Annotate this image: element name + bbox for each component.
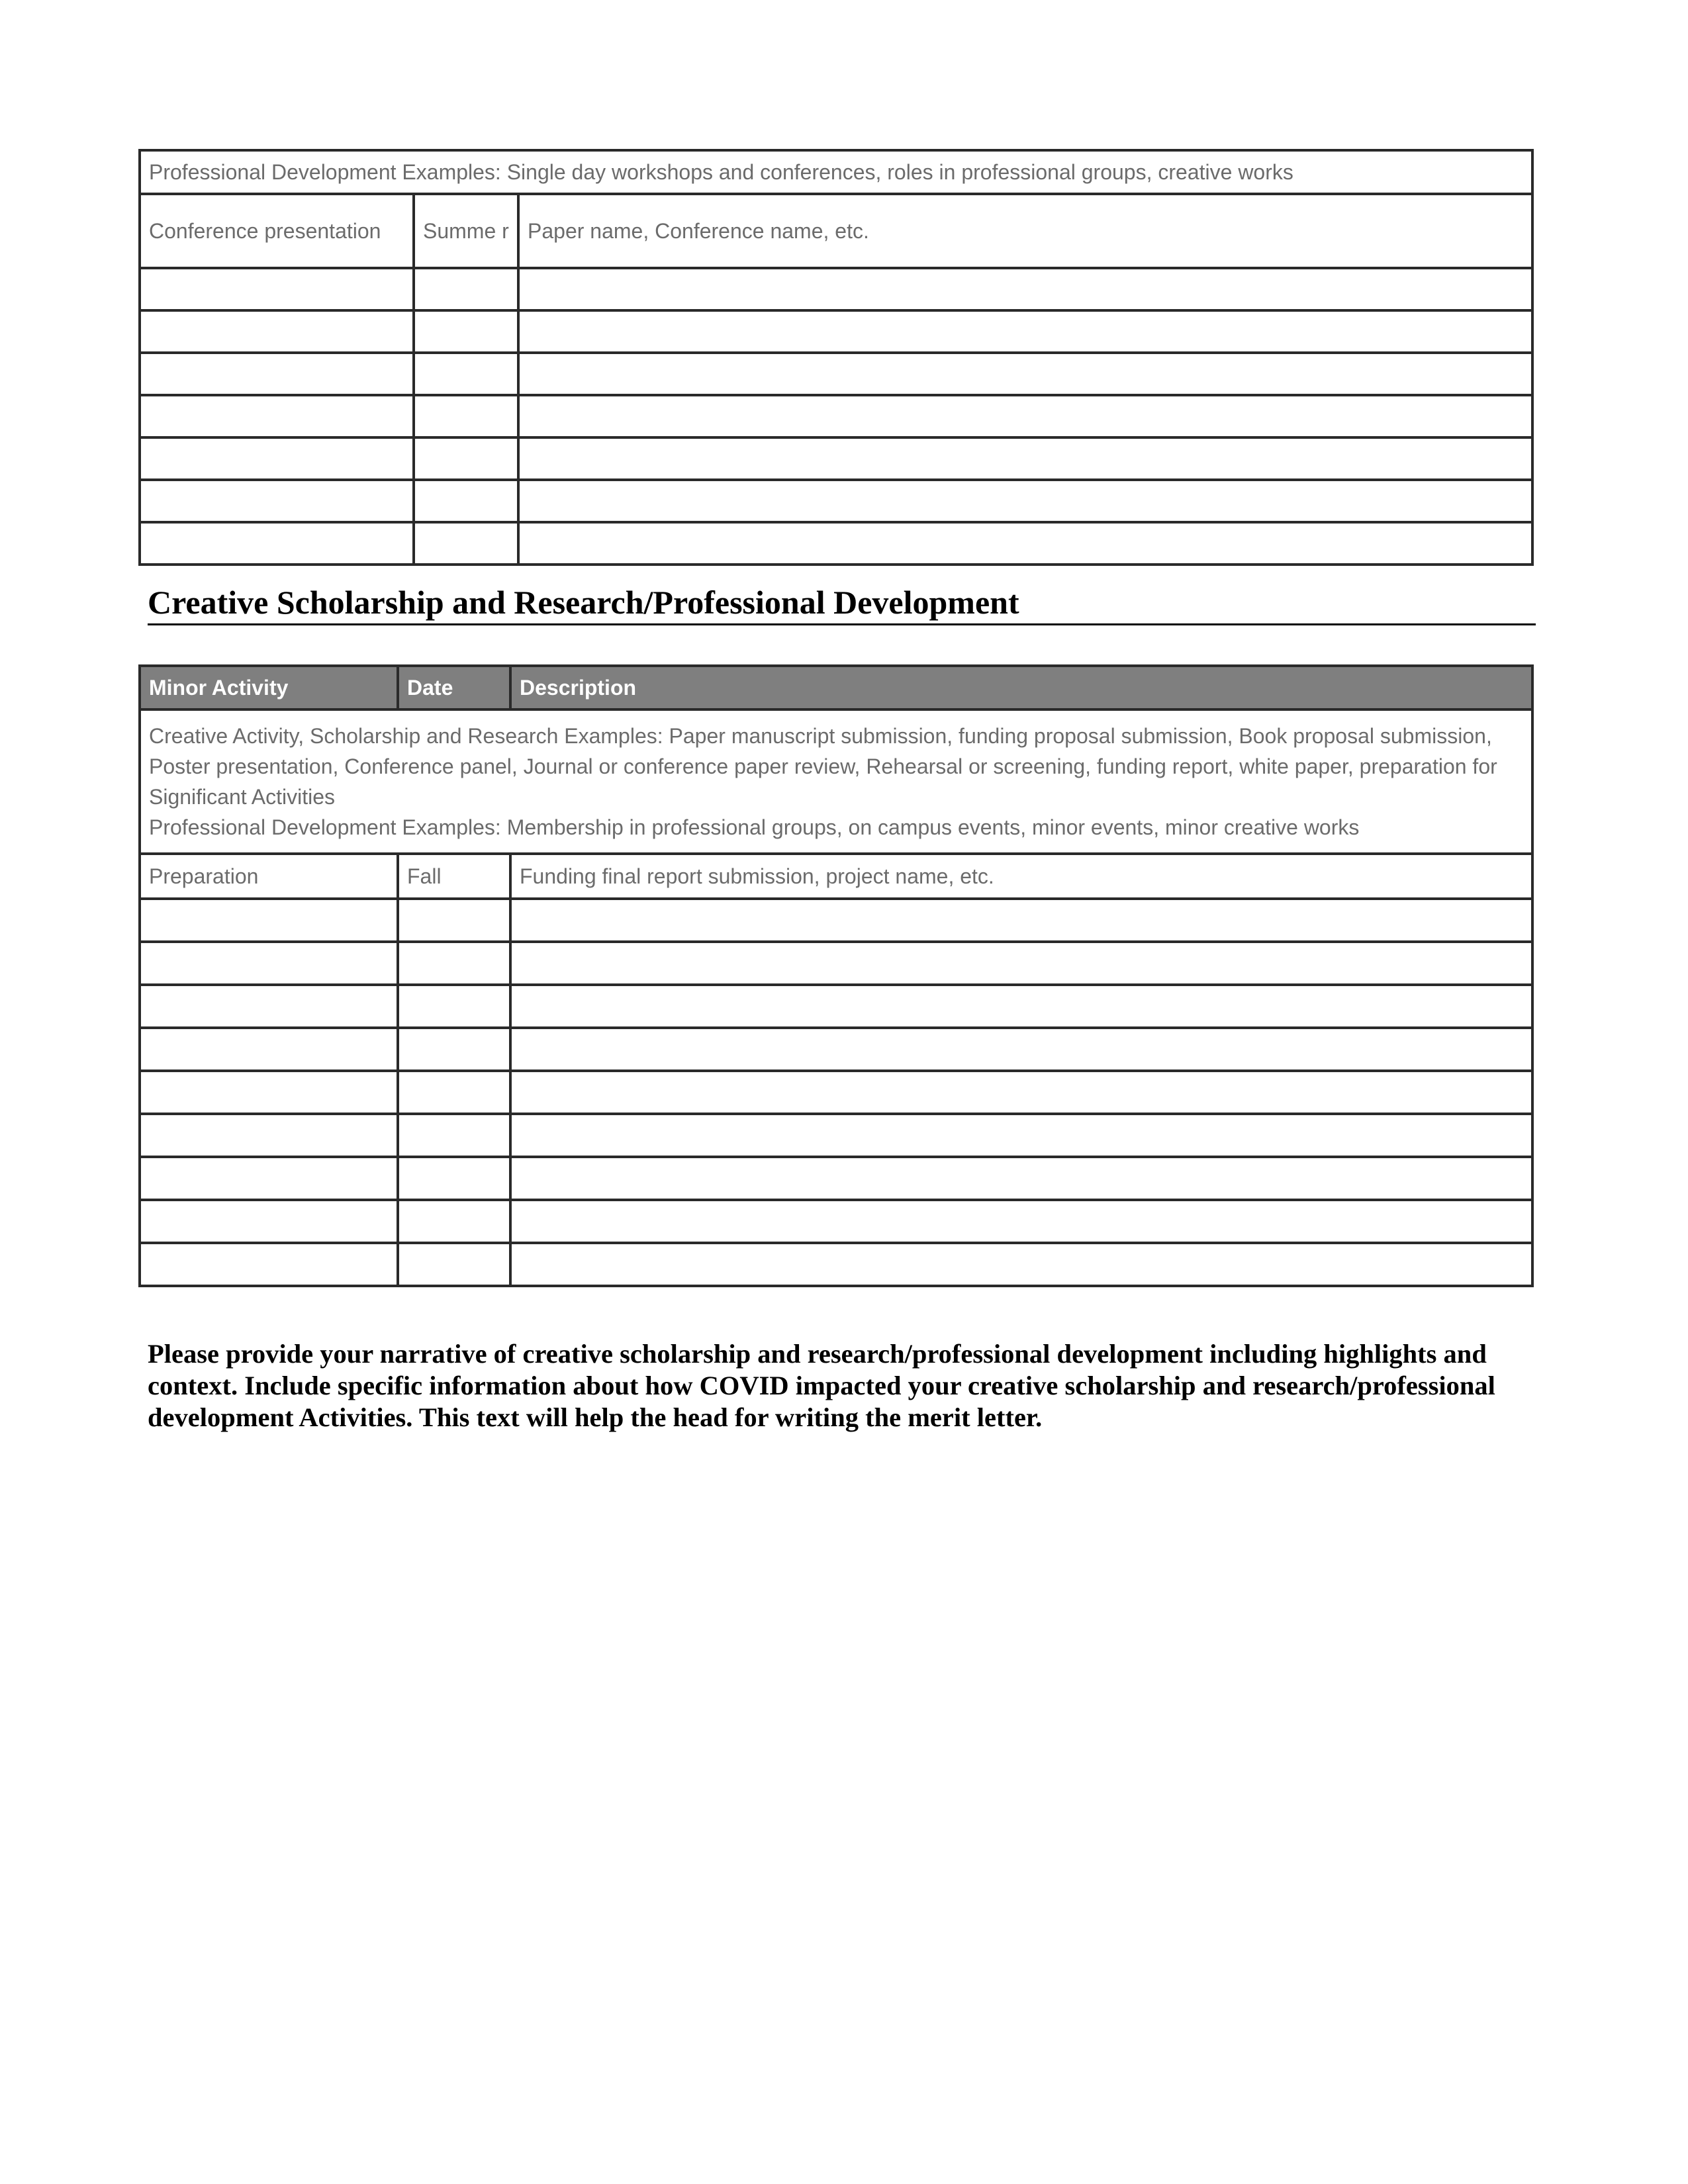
section-heading: Creative Scholarship and Research/Professional Development bbox=[148, 582, 1536, 625]
activity-cell[interactable]: Preparation bbox=[140, 854, 398, 899]
description-cell[interactable] bbox=[510, 942, 1532, 985]
description-cell[interactable] bbox=[518, 480, 1532, 522]
description-cell[interactable]: Paper name, Conference name, etc. bbox=[518, 194, 1532, 268]
description-cell[interactable] bbox=[518, 437, 1532, 480]
narrative-prompt: Please provide your narrative of creative scholarship and research/professional development including highlights and context. Include specific information about how COVID impacted your creative scholarship and research/professional development Activities. This text will help the head for writing the merit letter. bbox=[148, 1339, 1495, 1432]
examples-row bbox=[140, 150, 1532, 194]
description-cell[interactable] bbox=[510, 899, 1532, 942]
description-cell[interactable] bbox=[510, 1200, 1532, 1243]
minor-activity-table bbox=[138, 664, 1534, 1287]
description-cell[interactable] bbox=[518, 310, 1532, 353]
blank-row bbox=[140, 268, 1532, 310]
activity-cell[interactable] bbox=[140, 1071, 398, 1114]
activity-cell[interactable] bbox=[140, 310, 414, 353]
header-description: Description bbox=[510, 666, 1532, 709]
date-cell[interactable]: Summe r bbox=[414, 194, 518, 268]
blank-row bbox=[140, 353, 1532, 395]
blank-row bbox=[140, 310, 1532, 353]
blank-row bbox=[140, 899, 1532, 942]
blank-row bbox=[140, 1243, 1532, 1286]
description-cell[interactable] bbox=[518, 395, 1532, 437]
date-cell[interactable] bbox=[414, 353, 518, 395]
examples-cell bbox=[140, 709, 1532, 854]
professional-development-table bbox=[138, 149, 1534, 566]
activity-cell[interactable] bbox=[140, 1243, 398, 1286]
activity-cell[interactable] bbox=[140, 899, 398, 942]
description-cell[interactable] bbox=[510, 1157, 1532, 1200]
date-cell[interactable] bbox=[398, 942, 510, 985]
activity-cell[interactable] bbox=[140, 1114, 398, 1157]
date-cell[interactable] bbox=[398, 1200, 510, 1243]
minor-activity-table-body bbox=[140, 709, 1532, 1286]
blank-row bbox=[140, 942, 1532, 985]
date-cell[interactable] bbox=[398, 985, 510, 1028]
description-cell[interactable] bbox=[510, 1071, 1532, 1114]
examples-cell: Professional Development Examples: Single day workshops and conferences, roles in professional groups, creative works bbox=[140, 150, 1532, 194]
description-cell[interactable] bbox=[510, 985, 1532, 1028]
header-date: Date bbox=[398, 666, 510, 709]
header-row bbox=[140, 666, 1532, 709]
blank-row bbox=[140, 1114, 1532, 1157]
examples-row bbox=[140, 709, 1532, 854]
date-cell[interactable] bbox=[398, 1114, 510, 1157]
example-entry-row bbox=[140, 194, 1532, 268]
blank-row bbox=[140, 395, 1532, 437]
blank-row bbox=[140, 1071, 1532, 1114]
date-cell[interactable] bbox=[414, 268, 518, 310]
activity-cell[interactable] bbox=[140, 480, 414, 522]
description-cell[interactable] bbox=[510, 1114, 1532, 1157]
date-cell[interactable] bbox=[398, 1028, 510, 1071]
date-cell[interactable] bbox=[414, 437, 518, 480]
date-cell[interactable] bbox=[398, 899, 510, 942]
date-cell[interactable] bbox=[414, 395, 518, 437]
professional-development-table-body bbox=[140, 150, 1532, 565]
date-cell[interactable]: Fall bbox=[398, 854, 510, 899]
activity-cell[interactable] bbox=[140, 1200, 398, 1243]
minor-activity-table-head bbox=[140, 666, 1532, 709]
date-cell[interactable] bbox=[398, 1157, 510, 1200]
activity-cell[interactable] bbox=[140, 942, 398, 985]
description-cell[interactable] bbox=[518, 268, 1532, 310]
activity-cell[interactable] bbox=[140, 522, 414, 565]
blank-row bbox=[140, 522, 1532, 565]
description-cell[interactable] bbox=[518, 522, 1532, 565]
activity-cell[interactable] bbox=[140, 353, 414, 395]
date-cell[interactable] bbox=[398, 1071, 510, 1114]
activity-cell[interactable]: Conference presentation bbox=[140, 194, 414, 268]
date-cell[interactable] bbox=[414, 310, 518, 353]
description-cell[interactable]: Funding final report submission, project name, etc. bbox=[510, 854, 1532, 899]
description-cell[interactable] bbox=[518, 353, 1532, 395]
blank-row bbox=[140, 1157, 1532, 1200]
description-cell[interactable] bbox=[510, 1028, 1532, 1071]
date-cell[interactable] bbox=[414, 480, 518, 522]
activity-cell[interactable] bbox=[140, 268, 414, 310]
blank-row bbox=[140, 437, 1532, 480]
header-minor-activity: Minor Activity bbox=[140, 666, 398, 709]
activity-cell[interactable] bbox=[140, 1157, 398, 1200]
date-cell[interactable] bbox=[398, 1243, 510, 1286]
blank-row bbox=[140, 985, 1532, 1028]
activity-cell[interactable] bbox=[140, 437, 414, 480]
blank-row bbox=[140, 1028, 1532, 1071]
examples-professional-text: Professional Development Examples: Membership in professional groups, on campus events, minor events, minor creative works bbox=[149, 815, 1360, 839]
examples-creative-text: Creative Activity, Scholarship and Research Examples: Paper manuscript submission, funding proposal submission, Book proposal submission, Poster presentation, Conference panel, Journal or conference paper review, Rehearsal or screening, funding report, white paper, preparation for Significant Activities bbox=[149, 724, 1497, 809]
example-entry-row bbox=[140, 854, 1532, 899]
activity-cell[interactable] bbox=[140, 1028, 398, 1071]
activity-cell[interactable] bbox=[140, 985, 398, 1028]
activity-cell[interactable] bbox=[140, 395, 414, 437]
description-cell[interactable] bbox=[510, 1243, 1532, 1286]
blank-row bbox=[140, 1200, 1532, 1243]
date-cell[interactable] bbox=[414, 522, 518, 565]
blank-row bbox=[140, 480, 1532, 522]
